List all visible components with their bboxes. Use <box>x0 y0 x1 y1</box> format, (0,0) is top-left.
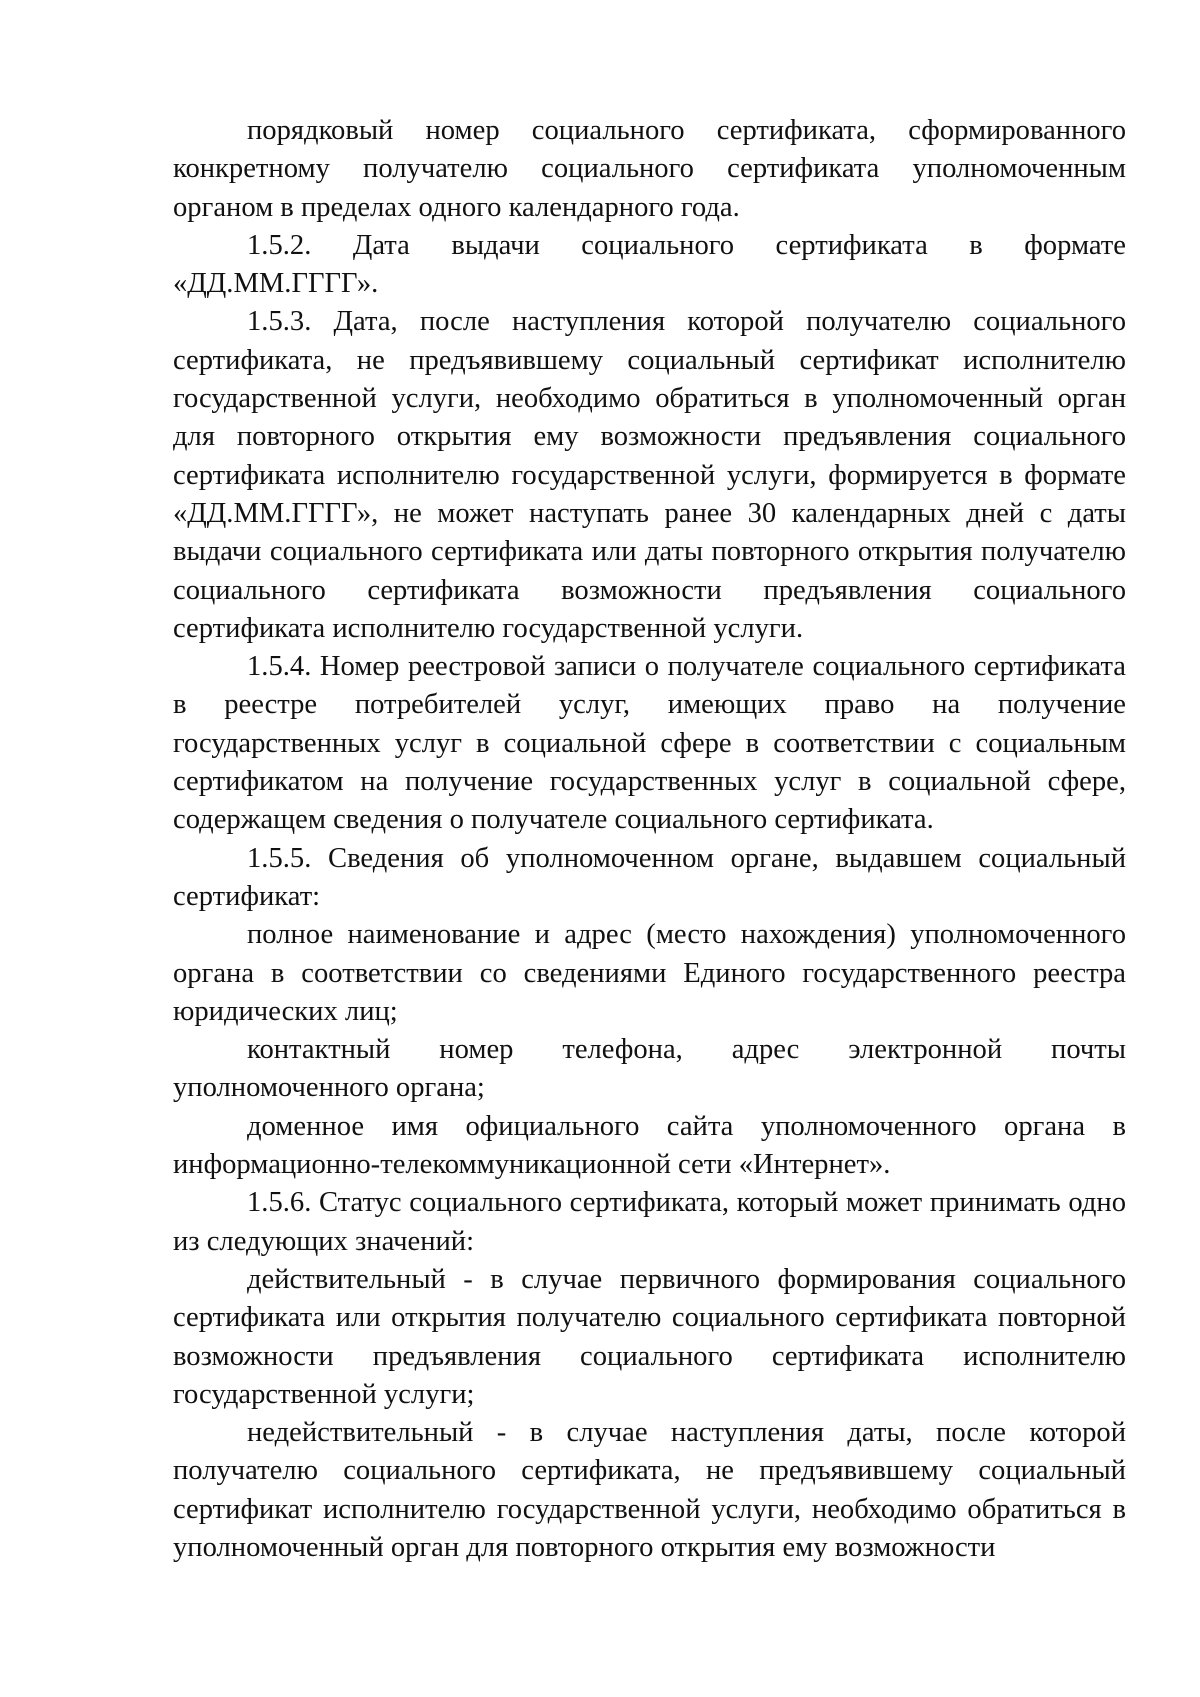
paragraph-authority-contacts: контактный номер телефона, адрес электронной почты уполномоченного органа; <box>173 1034 1126 1104</box>
paragraph-1-5-2-issue-date: 1.5.2. Дата выдачи социального сертификата в формате «ДД.ММ.ГГГГ». <box>173 229 1126 300</box>
paragraph-1-5-3-reopen-date: 1.5.3. Дата, после наступления которой получателю социального сертификата, не предъявившему социальный сертификат исполнителю государственной услуги, необходимо обратиться в уполномоченный орган для повторного открытия ему возможности предъявления социального сертификата исполнителю государственной услуги, формируется в формате «ДД.ММ.ГГГГ», не может наступать ранее 30 календарных дней с даты выдачи социального сертификата или даты повторного открытия получателю социального сертификата возможности предъявления социального сертификата исполнителю государственной услуги. <box>173 306 1126 644</box>
document-page <box>173 112 1126 1567</box>
paragraph-1-5-6-status: 1.5.6. Статус социального сертификата, который может принимать одно из следующих значений: <box>173 1187 1126 1257</box>
paragraph-authority-domain: доменное имя официального сайта уполномоченного органа в информационно-телекоммуникационной сети «Интернет». <box>173 1110 1126 1181</box>
paragraph-status-valid: действительный - в случае первичного формирования социального сертификата или открытия получателю социального сертификата повторной возможности предъявления социального сертификата исполнителю государственной услуги; <box>173 1263 1126 1410</box>
paragraph-1-5-4-registry-record: 1.5.4. Номер реестровой записи о получателе социального сертификата в реестре потребителей услуг, имеющих право на получение государственных услуг в социальной сфере в соответствии с социальным сертификатом на получение государственных услуг в социальной сфере, содержащем сведения о получателе социального сертификата. <box>173 651 1126 836</box>
paragraph-status-invalid: недействительный - в случае наступления даты, после которой получателю социального сертификата, не предъявившему социальный сертификат исполнителю государственной услуги, необходимо обратиться в уполномоченный орган для повторного открытия ему возможности <box>173 1417 1126 1563</box>
paragraph-serial-number: порядковый номер социального сертификата, сформированного конкретному получателю социального сертификата уполномоченным органом в пределах одного календарного года. <box>173 115 1126 223</box>
paragraph-1-5-5-authority-info: 1.5.5. Сведения об уполномоченном органе, выдавшем социальный сертификат: <box>173 842 1126 912</box>
paragraph-authority-name-address: полное наименование и адрес (место нахождения) уполномоченного органа в соответствии со сведениями Единого государственного реестра юридических лиц; <box>173 919 1126 1027</box>
